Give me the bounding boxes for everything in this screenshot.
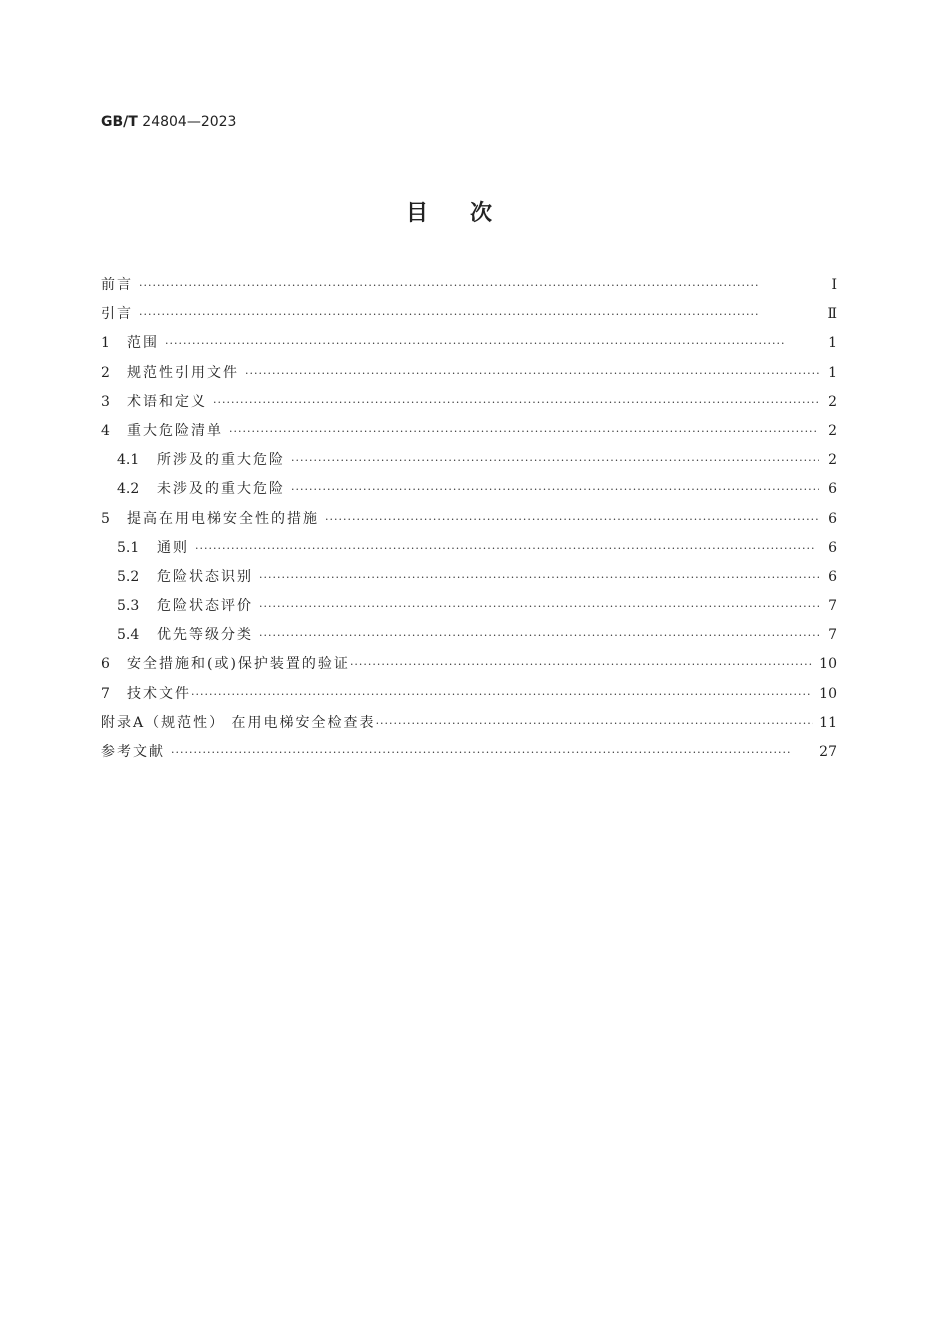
toc-entry-label: 附录A（规范性） 在用电梯安全检查表 — [101, 714, 376, 731]
dot-leader — [259, 629, 819, 642]
toc-entry-page: Ⅱ — [827, 306, 837, 323]
dot-leader — [229, 425, 819, 438]
toc-entry-number: 6 — [101, 656, 110, 673]
toc-entry-label: 所涉及的重大危险 — [157, 452, 285, 469]
toc-entry-label: 前言 — [101, 277, 133, 293]
toc-entry-page: 6 — [828, 510, 837, 527]
dot-leader — [191, 688, 813, 701]
toc-entry-number: 2 — [101, 364, 110, 381]
table-of-contents — [101, 274, 837, 770]
toc-entry-number: 1 — [101, 335, 110, 352]
toc-entry[interactable] — [101, 508, 837, 537]
toc-entry[interactable] — [101, 624, 837, 653]
toc-entry-label: 安全措施和(或)保护装置的验证 — [127, 656, 350, 673]
toc-entry-page: Ⅰ — [831, 277, 837, 293]
standard-code: GB/T — [101, 114, 138, 130]
toc-entry-label: 引言 — [101, 306, 133, 323]
toc-entry[interactable] — [101, 449, 837, 478]
toc-entry-page: 7 — [828, 598, 837, 615]
toc-entry-label: 提高在用电梯安全性的措施 — [127, 510, 319, 527]
toc-entry-number: 5.4 — [117, 627, 140, 644]
dot-leader — [213, 396, 819, 409]
toc-entry-number: 5 — [101, 510, 110, 527]
toc-entry-page: 2 — [828, 393, 837, 410]
standard-number — [101, 114, 236, 130]
toc-entry-label: 重大危险清单 — [127, 422, 223, 439]
toc-entry[interactable] — [101, 274, 837, 303]
toc-entry-page: 11 — [819, 714, 837, 731]
dot-leader — [376, 717, 814, 730]
toc-entry-page: 1 — [828, 335, 837, 352]
toc-entry[interactable] — [101, 303, 837, 332]
toc-entry-label: 危险状态识别 — [157, 568, 253, 585]
dot-leader — [171, 746, 813, 759]
toc-entry-page: 1 — [828, 364, 837, 381]
toc-entry[interactable] — [101, 537, 837, 566]
dot-leader — [245, 367, 819, 380]
toc-entry[interactable] — [101, 595, 837, 624]
toc-entry-number: 5.3 — [117, 598, 140, 615]
toc-entry-label: 未涉及的重大危险 — [157, 481, 285, 498]
dot-leader — [325, 513, 819, 526]
toc-entry-label: 通则 — [157, 539, 189, 556]
dot-leader — [195, 542, 819, 555]
toc-entry-number: 4.1 — [117, 452, 140, 469]
toc-entry-page: 2 — [828, 452, 837, 469]
toc-entry-label: 危险状态评价 — [157, 598, 253, 615]
toc-entry-page: 6 — [828, 481, 837, 498]
toc-entry-label: 技术文件 — [127, 685, 191, 702]
toc-entry-number: 5.2 — [117, 568, 140, 585]
toc-entry-label: 术语和定义 — [127, 393, 207, 410]
dot-leader — [139, 279, 819, 292]
toc-entry-page: 6 — [828, 568, 837, 585]
toc-entry[interactable] — [101, 712, 837, 741]
dot-leader — [291, 483, 819, 496]
toc-entry-page: 10 — [819, 685, 837, 702]
toc-entry[interactable] — [101, 478, 837, 507]
toc-entry[interactable] — [101, 391, 837, 420]
toc-entry-number: 5.1 — [117, 539, 140, 556]
dot-leader — [350, 658, 813, 671]
dot-leader — [259, 571, 819, 584]
toc-entry-page: 27 — [819, 744, 837, 760]
dot-leader — [259, 600, 819, 613]
toc-entry[interactable] — [101, 683, 837, 712]
toc-entry-number: 7 — [101, 685, 110, 702]
toc-entry[interactable] — [101, 420, 837, 449]
standard-year: 24804—2023 — [142, 114, 237, 130]
toc-entry[interactable] — [101, 741, 837, 770]
toc-entry-label: 优先等级分类 — [157, 627, 253, 644]
toc-entry-page: 2 — [828, 422, 837, 439]
toc-entry[interactable] — [101, 332, 837, 361]
toc-entry[interactable] — [101, 653, 837, 682]
toc-entry-page: 10 — [819, 656, 837, 673]
toc-entry-label: 范围 — [127, 335, 159, 352]
dot-leader — [165, 337, 819, 350]
toc-entry-number: 4.2 — [117, 481, 140, 498]
toc-entry[interactable] — [101, 566, 837, 595]
toc-entry-page: 6 — [828, 539, 837, 556]
toc-entry-page: 7 — [828, 627, 837, 644]
dot-leader — [139, 308, 819, 321]
toc-entry-label: 规范性引用文件 — [127, 364, 239, 381]
toc-entry-number: 4 — [101, 422, 110, 439]
dot-leader — [291, 454, 819, 467]
toc-entry-number: 3 — [101, 393, 110, 410]
toc-entry[interactable] — [101, 362, 837, 391]
page-title: 目次 — [405, 201, 534, 226]
toc-entry-label: 参考文献 — [101, 744, 165, 760]
